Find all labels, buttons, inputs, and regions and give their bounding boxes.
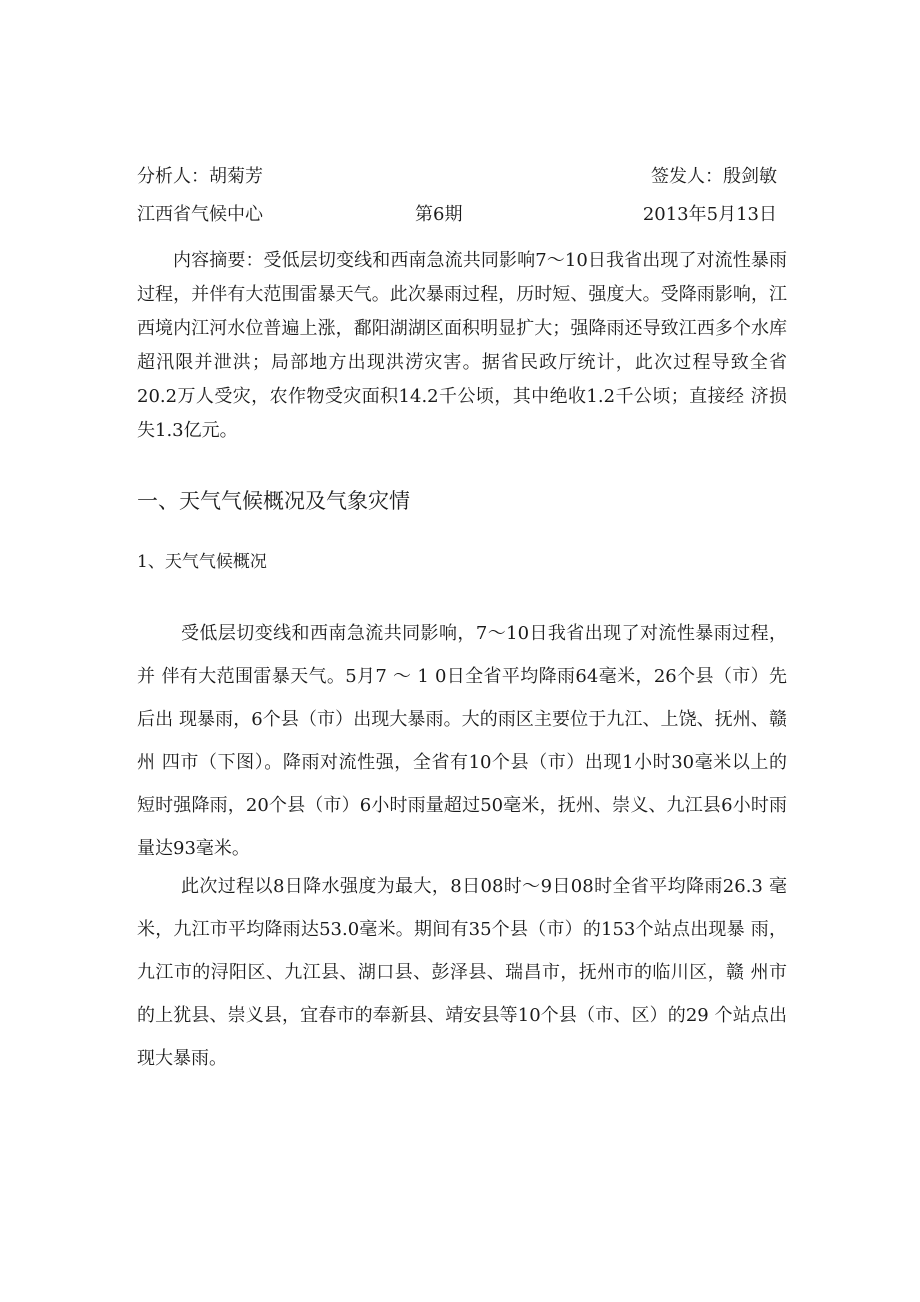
body-paragraph-1: 受低层切变线和西南急流共同影响，7～10日我省出现了对流性暴雨过程，并 伴有大范围雷暴天气。5月7 ～ 1 0日全省平均降雨64毫米，26个县（市）先后出 现暴雨，6个县（市）出现大暴雨。大的雨区主要位于九江、上饶、抚州、赣州 四市（下图）。降雨对流性强，全省有10个县（市）出现1小时30毫米以上的 短时强降雨，20个县（市）6小时雨量超过50毫米，抚州、崇义、九江县6小时雨量达93毫米。: [137, 623, 787, 859]
summary-paragraph: 内容摘要：受低层切变线和西南急流共同影响7～10日我省出现了对流性暴雨过程，并伴有大范围雷暴天气。此次暴雨过程，历时短、强度大。受降雨影响，江西境内江河水位普遍上涨，鄱阳湖湖区面积明显扩大；强降雨还导致江西多个水库超汛限并泄洪；局部地方出现洪涝灾害。据省民政厅统计，此次过程导致全省20.2万人受灾，农作物受灾面积14.2千公顷，其中绝收1.2千公顷；直接经 济损失1.3亿元。: [137, 250, 787, 441]
subsection-title: 1、天气气候概况: [137, 552, 267, 572]
header-row-2: [137, 200, 777, 230]
issue-date: 2013年5月13日: [642, 204, 777, 225]
organization: 江西省气候中心: [137, 204, 263, 225]
header-row-1: [137, 162, 777, 192]
issue-number: 第6期: [415, 204, 463, 225]
issuer: 签发人：殷剑敏: [651, 166, 777, 187]
analyst: 分析人：胡菊芳: [137, 166, 263, 187]
section-title: 一、天气气候概况及气象灾情: [137, 489, 410, 513]
body-paragraph-2: 此次过程以8日降水强度为最大，8日08时～9日08时全省平均降雨26.3 毫米，九江市平均降雨达53.0毫米。期间有35个县（市）的153个站点出现暴 雨，九江市的浔阳区、九江县、湖口县、彭泽县、瑞昌市，抚州市的临川区，赣 州市的上犹县、崇义县，宜春市的奉新县、靖安县等10个县（市、区）的29 个站点出现大暴雨。: [137, 876, 787, 1069]
